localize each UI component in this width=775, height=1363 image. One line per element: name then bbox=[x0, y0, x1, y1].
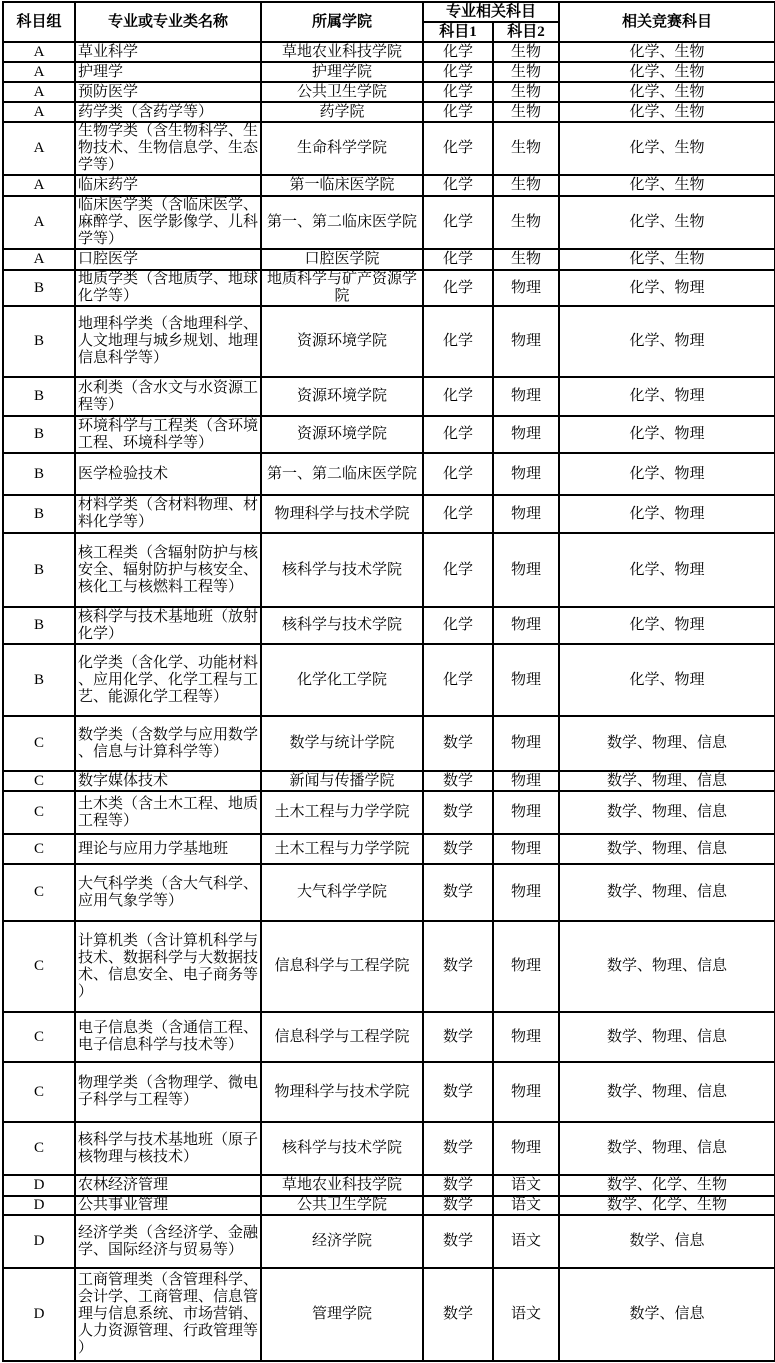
college-cell: 资源环境学院 bbox=[261, 416, 423, 453]
college-cell: 经济学院 bbox=[261, 1215, 423, 1268]
subject1-cell: 化学 bbox=[423, 196, 493, 249]
subject1-cell: 数学 bbox=[423, 1062, 493, 1122]
subject2-cell: 生物 bbox=[493, 42, 559, 62]
table-row bbox=[3, 864, 775, 921]
major-cell: 化学类（含化学、功能材料、应用化学、化学工程与工艺、能源化学工程等） bbox=[75, 644, 261, 716]
subject1-cell: 化学 bbox=[423, 270, 493, 306]
competition-cell: 数学、信息 bbox=[559, 1268, 775, 1361]
table-row bbox=[3, 1012, 775, 1062]
table-row bbox=[3, 834, 775, 864]
group-cell: C bbox=[3, 834, 75, 864]
college-cell: 第一、第二临床医学院 bbox=[261, 196, 423, 249]
subject2-cell: 语文 bbox=[493, 1215, 559, 1268]
subject2-cell: 生物 bbox=[493, 82, 559, 102]
college-cell: 新闻与传播学院 bbox=[261, 771, 423, 791]
major-cell: 地理科学类（含地理科学、人文地理与城乡规划、地理信息科学等） bbox=[75, 306, 261, 377]
subject2-cell: 生物 bbox=[493, 175, 559, 196]
subject2-cell: 生物 bbox=[493, 249, 559, 270]
table-row bbox=[3, 1175, 775, 1196]
college-cell: 大气科学学院 bbox=[261, 864, 423, 921]
subject2-cell: 生物 bbox=[493, 62, 559, 82]
college-cell: 物理科学与技术学院 bbox=[261, 1062, 423, 1122]
table-row bbox=[3, 771, 775, 791]
group-cell: C bbox=[3, 771, 75, 791]
group-cell: C bbox=[3, 864, 75, 921]
group-cell: C bbox=[3, 1062, 75, 1122]
group-cell: A bbox=[3, 62, 75, 82]
major-cell: 水利类（含水文与水资源工程等） bbox=[75, 377, 261, 416]
subject2-cell: 物理 bbox=[493, 416, 559, 453]
subject2-cell: 生物 bbox=[493, 102, 559, 122]
table-row bbox=[3, 791, 775, 834]
competition-cell: 化学、生物 bbox=[559, 249, 775, 270]
subject2-cell: 物理 bbox=[493, 834, 559, 864]
subject1-cell: 数学 bbox=[423, 1215, 493, 1268]
college-cell: 公共卫生学院 bbox=[261, 1196, 423, 1215]
table-row bbox=[3, 1268, 775, 1361]
subject2-cell: 物理 bbox=[493, 1062, 559, 1122]
subject2-cell: 物理 bbox=[493, 921, 559, 1012]
college-cell: 公共卫生学院 bbox=[261, 82, 423, 102]
subject1-cell: 数学 bbox=[423, 716, 493, 771]
group-cell: B bbox=[3, 306, 75, 377]
table-row bbox=[3, 921, 775, 1012]
subject1-cell: 数学 bbox=[423, 1175, 493, 1196]
subject2-cell: 语文 bbox=[493, 1175, 559, 1196]
major-cell: 口腔医学 bbox=[75, 249, 261, 270]
header-major-name: 专业或专业类名称 bbox=[75, 2, 261, 42]
subject1-cell: 化学 bbox=[423, 377, 493, 416]
table-row bbox=[3, 495, 775, 533]
subject1-cell: 化学 bbox=[423, 122, 493, 175]
competition-cell: 数学、物理、信息 bbox=[559, 1122, 775, 1175]
college-cell: 管理学院 bbox=[261, 1268, 423, 1361]
table-row bbox=[3, 249, 775, 270]
major-cell: 医学检验技术 bbox=[75, 453, 261, 495]
group-cell: A bbox=[3, 42, 75, 62]
competition-cell: 化学、物理 bbox=[559, 533, 775, 607]
competition-cell: 化学、生物 bbox=[559, 102, 775, 122]
group-cell: C bbox=[3, 1012, 75, 1062]
group-cell: A bbox=[3, 82, 75, 102]
college-cell: 数学与统计学院 bbox=[261, 716, 423, 771]
header-subject2: 科目2 bbox=[493, 22, 559, 42]
group-cell: B bbox=[3, 533, 75, 607]
competition-cell: 数学、物理、信息 bbox=[559, 921, 775, 1012]
group-cell: B bbox=[3, 495, 75, 533]
group-cell: B bbox=[3, 644, 75, 716]
major-cell: 核科学与技术基地班（放射化学） bbox=[75, 607, 261, 644]
major-cell: 地质学类（含地质学、地球化学等） bbox=[75, 270, 261, 306]
competition-cell: 化学、物理 bbox=[559, 270, 775, 306]
subject2-cell: 物理 bbox=[493, 607, 559, 644]
table-row bbox=[3, 175, 775, 196]
competition-cell: 数学、物理、信息 bbox=[559, 864, 775, 921]
subject2-cell: 物理 bbox=[493, 1122, 559, 1175]
subject1-cell: 化学 bbox=[423, 249, 493, 270]
competition-cell: 数学、物理、信息 bbox=[559, 771, 775, 791]
subject2-cell: 物理 bbox=[493, 716, 559, 771]
subject1-cell: 数学 bbox=[423, 1122, 493, 1175]
table-row bbox=[3, 62, 775, 82]
header-subject1: 科目1 bbox=[423, 22, 493, 42]
subject2-cell: 物理 bbox=[493, 495, 559, 533]
college-cell: 药学院 bbox=[261, 102, 423, 122]
group-cell: D bbox=[3, 1268, 75, 1361]
major-cell: 材料学类（含材料物理、材料化学等） bbox=[75, 495, 261, 533]
competition-cell: 化学、物理 bbox=[559, 644, 775, 716]
competition-cell: 化学、生物 bbox=[559, 196, 775, 249]
major-cell: 数学类（含数学与应用数学、信息与计算科学等） bbox=[75, 716, 261, 771]
subject2-cell: 物理 bbox=[493, 306, 559, 377]
group-cell: A bbox=[3, 196, 75, 249]
college-cell: 土木工程与力学学院 bbox=[261, 791, 423, 834]
major-cell: 理论与应用力学基地班 bbox=[75, 834, 261, 864]
major-cell: 核科学与技术基地班（原子核物理与核技术） bbox=[75, 1122, 261, 1175]
competition-cell: 化学、物理 bbox=[559, 453, 775, 495]
group-cell: B bbox=[3, 416, 75, 453]
competition-cell: 数学、信息 bbox=[559, 1215, 775, 1268]
table-row bbox=[3, 716, 775, 771]
table-row bbox=[3, 453, 775, 495]
subject1-cell: 化学 bbox=[423, 102, 493, 122]
major-cell: 环境科学与工程类（含环境工程、环境科学等） bbox=[75, 416, 261, 453]
competition-cell: 数学、物理、信息 bbox=[559, 1062, 775, 1122]
header-competition-subjects: 相关竞赛科目 bbox=[559, 2, 775, 42]
major-cell: 预防医学 bbox=[75, 82, 261, 102]
major-cell: 生物学类（含生物科学、生物技术、生物信息学、生态学等） bbox=[75, 122, 261, 175]
subject1-cell: 化学 bbox=[423, 62, 493, 82]
college-cell: 物理科学与技术学院 bbox=[261, 495, 423, 533]
table-row bbox=[3, 1122, 775, 1175]
subject1-cell: 数学 bbox=[423, 834, 493, 864]
group-cell: C bbox=[3, 921, 75, 1012]
subject1-cell: 化学 bbox=[423, 533, 493, 607]
subject1-cell: 数学 bbox=[423, 1012, 493, 1062]
table-row bbox=[3, 102, 775, 122]
college-cell: 资源环境学院 bbox=[261, 306, 423, 377]
subject1-cell: 化学 bbox=[423, 82, 493, 102]
table-row bbox=[3, 533, 775, 607]
subject2-cell: 物理 bbox=[493, 644, 559, 716]
table-header bbox=[3, 2, 775, 42]
subject1-cell: 化学 bbox=[423, 644, 493, 716]
college-cell: 土木工程与力学学院 bbox=[261, 834, 423, 864]
subject1-cell: 化学 bbox=[423, 175, 493, 196]
group-cell: A bbox=[3, 122, 75, 175]
major-cell: 电子信息类（含通信工程、电子信息科学与技术等） bbox=[75, 1012, 261, 1062]
subject1-cell: 数学 bbox=[423, 1268, 493, 1361]
table-row bbox=[3, 607, 775, 644]
major-cell: 核工程类（含辐射防护与核安全、辐射防护与核安全、核化工与核燃料工程等） bbox=[75, 533, 261, 607]
college-cell: 核科学与技术学院 bbox=[261, 607, 423, 644]
group-cell: B bbox=[3, 377, 75, 416]
college-cell: 口腔医学院 bbox=[261, 249, 423, 270]
group-cell: D bbox=[3, 1196, 75, 1215]
group-cell: A bbox=[3, 102, 75, 122]
college-cell: 生命科学学院 bbox=[261, 122, 423, 175]
competition-cell: 化学、物理 bbox=[559, 495, 775, 533]
major-cell: 公共事业管理 bbox=[75, 1196, 261, 1215]
major-cell: 数字媒体技术 bbox=[75, 771, 261, 791]
college-cell: 第一临床医学院 bbox=[261, 175, 423, 196]
table-row bbox=[3, 1215, 775, 1268]
group-cell: B bbox=[3, 607, 75, 644]
major-cell: 临床医学类（含临床医学、麻醉学、医学影像学、儿科学等） bbox=[75, 196, 261, 249]
header-subject-group: 科目组 bbox=[3, 2, 75, 42]
college-cell: 草地农业科技学院 bbox=[261, 42, 423, 62]
competition-cell: 数学、化学、生物 bbox=[559, 1175, 775, 1196]
table-row bbox=[3, 1062, 775, 1122]
competition-cell: 数学、物理、信息 bbox=[559, 716, 775, 771]
college-cell: 草地农业科技学院 bbox=[261, 1175, 423, 1196]
competition-cell: 数学、化学、生物 bbox=[559, 1196, 775, 1215]
college-cell: 资源环境学院 bbox=[261, 377, 423, 416]
subject2-cell: 生物 bbox=[493, 196, 559, 249]
table-row bbox=[3, 82, 775, 102]
college-cell: 核科学与技术学院 bbox=[261, 533, 423, 607]
major-cell: 经济学类（含经济学、金融学、国际经济与贸易等） bbox=[75, 1215, 261, 1268]
header-college: 所属学院 bbox=[261, 2, 423, 42]
group-cell: D bbox=[3, 1175, 75, 1196]
subject1-cell: 数学 bbox=[423, 921, 493, 1012]
college-cell: 护理学院 bbox=[261, 62, 423, 82]
table-row bbox=[3, 306, 775, 377]
competition-cell: 化学、生物 bbox=[559, 122, 775, 175]
group-cell: C bbox=[3, 1122, 75, 1175]
major-cell: 临床药学 bbox=[75, 175, 261, 196]
competition-cell: 化学、物理 bbox=[559, 377, 775, 416]
group-cell: B bbox=[3, 453, 75, 495]
subject1-cell: 化学 bbox=[423, 42, 493, 62]
table-row bbox=[3, 42, 775, 62]
major-cell: 土木类（含土木工程、地质工程等） bbox=[75, 791, 261, 834]
table-row bbox=[3, 416, 775, 453]
table-row bbox=[3, 644, 775, 716]
subject2-cell: 语文 bbox=[493, 1196, 559, 1215]
subject2-cell: 物理 bbox=[493, 270, 559, 306]
competition-cell: 数学、物理、信息 bbox=[559, 791, 775, 834]
header-related-subjects: 专业相关科目 bbox=[423, 2, 559, 22]
subject2-cell: 物理 bbox=[493, 377, 559, 416]
subject1-cell: 化学 bbox=[423, 607, 493, 644]
college-cell: 核科学与技术学院 bbox=[261, 1122, 423, 1175]
table-row bbox=[3, 270, 775, 306]
competition-cell: 化学、物理 bbox=[559, 607, 775, 644]
competition-cell: 化学、物理 bbox=[559, 306, 775, 377]
group-cell: C bbox=[3, 791, 75, 834]
major-cell: 护理学 bbox=[75, 62, 261, 82]
college-cell: 信息科学与工程学院 bbox=[261, 921, 423, 1012]
group-cell: A bbox=[3, 175, 75, 196]
competition-cell: 化学、生物 bbox=[559, 82, 775, 102]
group-cell: C bbox=[3, 716, 75, 771]
subject2-cell: 物理 bbox=[493, 1012, 559, 1062]
competition-cell: 数学、物理、信息 bbox=[559, 1012, 775, 1062]
subject2-cell: 语文 bbox=[493, 1268, 559, 1361]
major-cell: 药学类（含药学等） bbox=[75, 102, 261, 122]
table-body bbox=[3, 42, 775, 1361]
subject2-cell: 物理 bbox=[493, 771, 559, 791]
subject1-cell: 化学 bbox=[423, 306, 493, 377]
subject2-cell: 物理 bbox=[493, 864, 559, 921]
group-cell: D bbox=[3, 1215, 75, 1268]
subject1-cell: 化学 bbox=[423, 453, 493, 495]
subject2-cell: 物理 bbox=[493, 453, 559, 495]
college-cell: 第一、第二临床医学院 bbox=[261, 453, 423, 495]
subject1-cell: 化学 bbox=[423, 416, 493, 453]
college-cell: 地质科学与矿产资源学院 bbox=[261, 270, 423, 306]
subject1-cell: 数学 bbox=[423, 1196, 493, 1215]
competition-cell: 化学、生物 bbox=[559, 175, 775, 196]
table-row bbox=[3, 122, 775, 175]
major-cell: 农林经济管理 bbox=[75, 1175, 261, 1196]
major-cell: 大气科学类（含大气科学、应用气象学等） bbox=[75, 864, 261, 921]
competition-cell: 化学、生物 bbox=[559, 62, 775, 82]
subject1-cell: 数学 bbox=[423, 864, 493, 921]
major-cell: 物理学类（含物理学、微电子科学与工程等） bbox=[75, 1062, 261, 1122]
group-cell: A bbox=[3, 249, 75, 270]
major-cell: 工商管理类（含管理科学、会计学、工商管理、信息管理与信息系统、市场营销、人力资源管理、行政管理等） bbox=[75, 1268, 261, 1361]
subject2-cell: 生物 bbox=[493, 122, 559, 175]
subject1-cell: 数学 bbox=[423, 791, 493, 834]
subject2-cell: 物理 bbox=[493, 791, 559, 834]
subject-mapping-table bbox=[2, 1, 775, 1362]
college-cell: 化学化工学院 bbox=[261, 644, 423, 716]
competition-cell: 化学、物理 bbox=[559, 416, 775, 453]
table-row bbox=[3, 377, 775, 416]
subject1-cell: 数学 bbox=[423, 771, 493, 791]
table-row bbox=[3, 196, 775, 249]
major-cell: 计算机类（含计算机科学与技术、数据科学与大数据技术、信息安全、电子商务等） bbox=[75, 921, 261, 1012]
major-cell: 草业科学 bbox=[75, 42, 261, 62]
subject1-cell: 化学 bbox=[423, 495, 493, 533]
group-cell: B bbox=[3, 270, 75, 306]
table-row bbox=[3, 1196, 775, 1215]
college-cell: 信息科学与工程学院 bbox=[261, 1012, 423, 1062]
subject2-cell: 物理 bbox=[493, 533, 559, 607]
competition-cell: 数学、物理、信息 bbox=[559, 834, 775, 864]
competition-cell: 化学、生物 bbox=[559, 42, 775, 62]
